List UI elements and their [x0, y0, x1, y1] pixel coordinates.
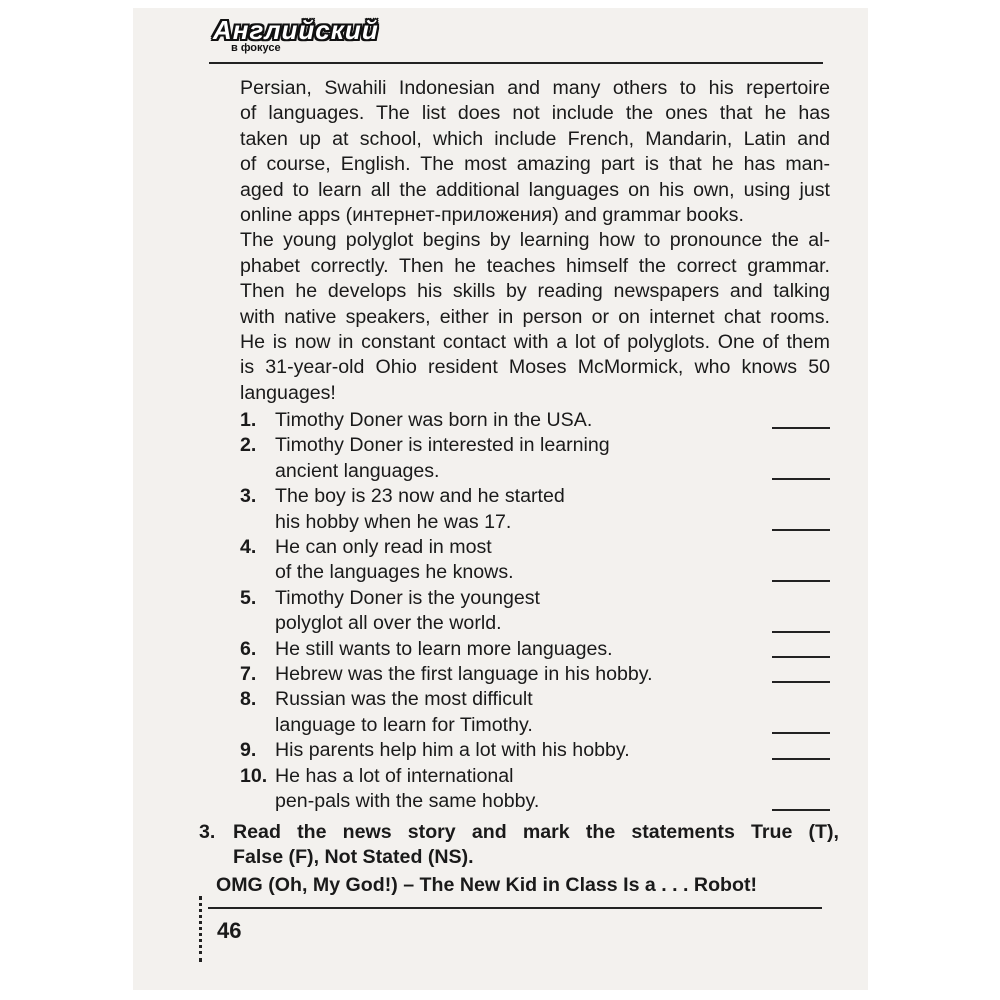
statement-item: [240, 738, 830, 763]
statement-number: 3.: [240, 485, 257, 508]
story-title: OMG (Oh, My God!) – The New Kid in Class Is a . . . Robot!: [216, 874, 758, 896]
passage-line: He is now in constant contact with a lot of polyglots. One of them: [240, 331, 830, 354]
statement-text: Timothy Doner is the youngest: [275, 586, 541, 609]
statement-number: 2.: [240, 434, 257, 457]
task-instruction: [199, 820, 839, 870]
answer-blank[interactable]: [772, 681, 830, 683]
statement-text: of the languages he knows.: [275, 561, 514, 584]
statement-text: Hebrew was the first language in his hobby.: [275, 663, 653, 686]
answer-blank[interactable]: [772, 529, 830, 531]
statement-list: [240, 408, 830, 815]
statement-item: [240, 408, 830, 433]
footer-rule: [208, 907, 822, 909]
statement-number: 10.: [240, 764, 268, 787]
statement-text: polyglot all over the world.: [275, 612, 502, 635]
statement-number: 8.: [240, 688, 257, 711]
answer-blank[interactable]: [772, 656, 830, 658]
statement-text: He can only read in most: [275, 536, 492, 559]
statement-number: 9.: [240, 739, 257, 762]
statement-item: [240, 535, 830, 586]
statement-text: The boy is 23 now and he started: [275, 485, 565, 508]
statement-text: Timothy Doner was born in the USA.: [275, 409, 593, 431]
book-logo: [213, 16, 379, 54]
passage-line: with native speakers, either in person or on internet chat rooms.: [240, 305, 830, 328]
statement-item: [240, 586, 830, 637]
statement-number: 1.: [240, 409, 257, 431]
statement-item: [240, 637, 830, 662]
statement-text: He still wants to learn more languages.: [275, 637, 613, 660]
passage-line: of languages. The list does not include the ones that he has: [240, 102, 830, 125]
statement-text: Timothy Doner is interested in learning: [275, 434, 610, 457]
passage-line: Persian, Swahili Indonesian and many others to his repertoire: [240, 77, 830, 99]
passage-line: languages!: [240, 381, 336, 404]
answer-blank[interactable]: [772, 732, 830, 734]
statement-text: Russian was the most difficult: [275, 688, 533, 711]
passage-line: Then he develops his skills by reading newspapers and talking: [240, 280, 830, 303]
passage-line: aged to learn all the additional languages on his own, using just: [240, 178, 830, 201]
passage-line: The young polyglot begins by learning how to pronounce the al-: [240, 229, 830, 252]
dotted-margin-line: [199, 896, 202, 962]
page-number: 46: [217, 918, 242, 943]
reading-passage: [240, 76, 830, 406]
statement-item: [240, 484, 830, 535]
statement-text: His parents help him a lot with his hobby.: [275, 739, 630, 762]
passage-line: phabet correctly. Then he teaches himself the correct grammar.: [240, 254, 830, 277]
statement-number: 7.: [240, 663, 257, 686]
statement-text: pen-pals with the same hobby.: [275, 790, 540, 813]
statement-item: [240, 687, 830, 738]
task-text-line: False (F), Not Stated (NS).: [233, 846, 474, 868]
statement-item: [240, 433, 830, 484]
statement-text: language to learn for Timothy.: [275, 713, 533, 736]
answer-blank[interactable]: [772, 580, 830, 582]
statement-number: 5.: [240, 586, 257, 609]
answer-blank[interactable]: [772, 758, 830, 760]
statement-item: [240, 662, 830, 687]
header-rule: [209, 62, 823, 64]
statement-text: his hobby when he was 17.: [275, 510, 512, 533]
statement-item: [240, 764, 830, 815]
passage-line: taken up at school, which include French, Mandarin, Latin and: [240, 127, 830, 150]
logo-subtitle: в фокусе: [231, 42, 281, 54]
textbook-page: [133, 8, 868, 990]
statement-text: ancient languages.: [275, 459, 440, 482]
passage-line: online apps (интернет-приложения) and grammar books.: [240, 204, 744, 227]
statement-number: 6.: [240, 637, 257, 660]
statement-text: He has a lot of international: [275, 764, 514, 787]
answer-blank[interactable]: [772, 631, 830, 633]
answer-blank[interactable]: [772, 427, 830, 429]
passage-line: of course, English. The most amazing part is that he has man-: [240, 153, 830, 176]
task-number: 3.: [199, 821, 216, 843]
answer-blank[interactable]: [772, 478, 830, 480]
passage-line: is 31-year-old Ohio resident Moses McMormick, who knows 50: [240, 356, 830, 379]
task-text-line: Read the news story and mark the statements True (T),: [233, 821, 839, 843]
logo-title: Английский: [213, 15, 379, 45]
answer-blank[interactable]: [772, 809, 830, 811]
statement-number: 4.: [240, 536, 257, 559]
